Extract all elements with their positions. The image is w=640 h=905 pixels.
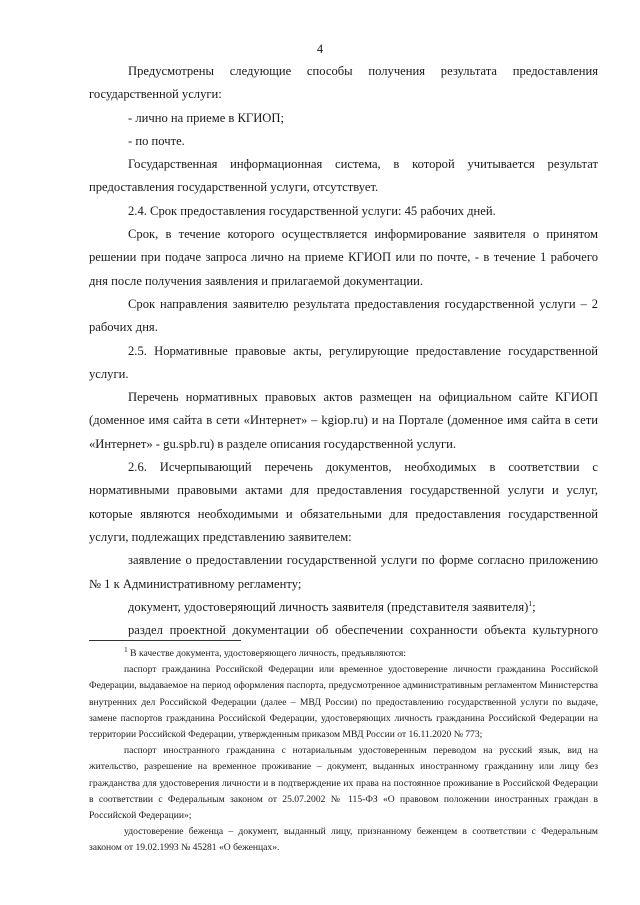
section-2-6: 2.6. Исчерпывающий перечень документов, необходимых в соответствии с нормативными правовыми актами для предоставления государственной услуги и услуг, которые являются необходимыми и обязательными для предоставления государственной услуги, подлежащих представлению заявителем: xyxy=(89,460,598,544)
paragraph: Срок, в течение которого осуществляется информирование заявителя о принятом решении при подаче запроса лично на приеме КГИОП или по почте, - в течение 1 рабочего дня после получения заявления и прилагаемой документации. xyxy=(89,227,598,288)
footnote-item: паспорт гражданина Российской Федерации или временное удостоверение личности гражданина Российской Федерации, выдаваемое на период оформления паспорта, предусмотренное административным регламентом Министерства внутренних дел Российской Федерации (далее – МВД России) по предоставлению государственной услуги по выдаче, замене паспортов гражданина Российской Федерации, удостоверяющих личность гражданина Российской Федерации на территории Российской Федерации, утвержденным приказом МВД России от 16.11.2020 № 773; xyxy=(89,664,598,741)
list-item: - по почте. xyxy=(128,133,185,148)
footnotes xyxy=(89,646,598,857)
footnote-marker: 1 xyxy=(124,644,128,654)
document-body xyxy=(89,60,598,642)
footnote-ref: 1 xyxy=(528,598,533,608)
doc-text: документ, удостоверяющий личность заявителя (представителя заявителя) xyxy=(128,599,529,614)
doc-after: ; xyxy=(532,599,536,614)
page-number: 4 xyxy=(316,42,324,56)
list-item xyxy=(89,596,598,619)
paragraph: Перечень нормативных правовых актов размещен на официальном сайте КГИОП (доменное имя сайта в сети «Интернет» – kgiop.ru) и на Портале (доменное имя сайта в сети «Интернет» - gu.spb.ru) в разделе описания государственной услуги. xyxy=(89,390,598,451)
footnote-intro-text: В качестве документа, удостоверяющего личность, предъявляются: xyxy=(127,648,406,659)
footnote-intro xyxy=(89,646,598,662)
section-2-4: 2.4. Срок предоставления государственной услуги: 45 рабочих дней. xyxy=(128,203,496,218)
list-item: - лично на приеме в КГИОП; xyxy=(128,110,284,125)
footnote-item: паспорт иностранного гражданина с нотариальным удостоверенным переводом на русский язык, вид на жительство, разрешение на временное проживание – документ, выданных иностранному гражданину или лицу без гражданства для удостоверения личности и в подтверждение их права на постоянное проживание в Российской Федерации в соответствии с Федеральным законом от 25.07.2002 № 115-ФЗ «О правовом положении иностранных граждан в Российской Федерации»; xyxy=(89,745,598,822)
footnote-separator xyxy=(89,640,241,641)
paragraph: Срок направления заявителю результата предоставления государственной услуги – 2 рабочих дня. xyxy=(89,296,598,335)
section-2-5: 2.5. Нормативные правовые акты, регулирующие предоставление государственной услуги. xyxy=(89,343,598,381)
paragraph: Предусмотрены следующие способы получения результата предоставления государственной услуги: xyxy=(89,64,598,102)
list-item: заявление о предоставлении государственной услуги по форме согласно приложению № 1 к Административному регламенту; xyxy=(89,553,598,591)
footnote-item: удостоверение беженца – документ, выданный лицу, признанному беженцем в соответствии с Федеральным законом от 19.02.1993 № 45281 «О беженцах». xyxy=(89,826,598,854)
paragraph: Государственная информационная система, в которой учитывается результат предоставления государственной услуги, отсутствует. xyxy=(89,157,598,195)
list-item: раздел проектной документации об обеспечении сохранности объекта культурного xyxy=(128,623,598,638)
